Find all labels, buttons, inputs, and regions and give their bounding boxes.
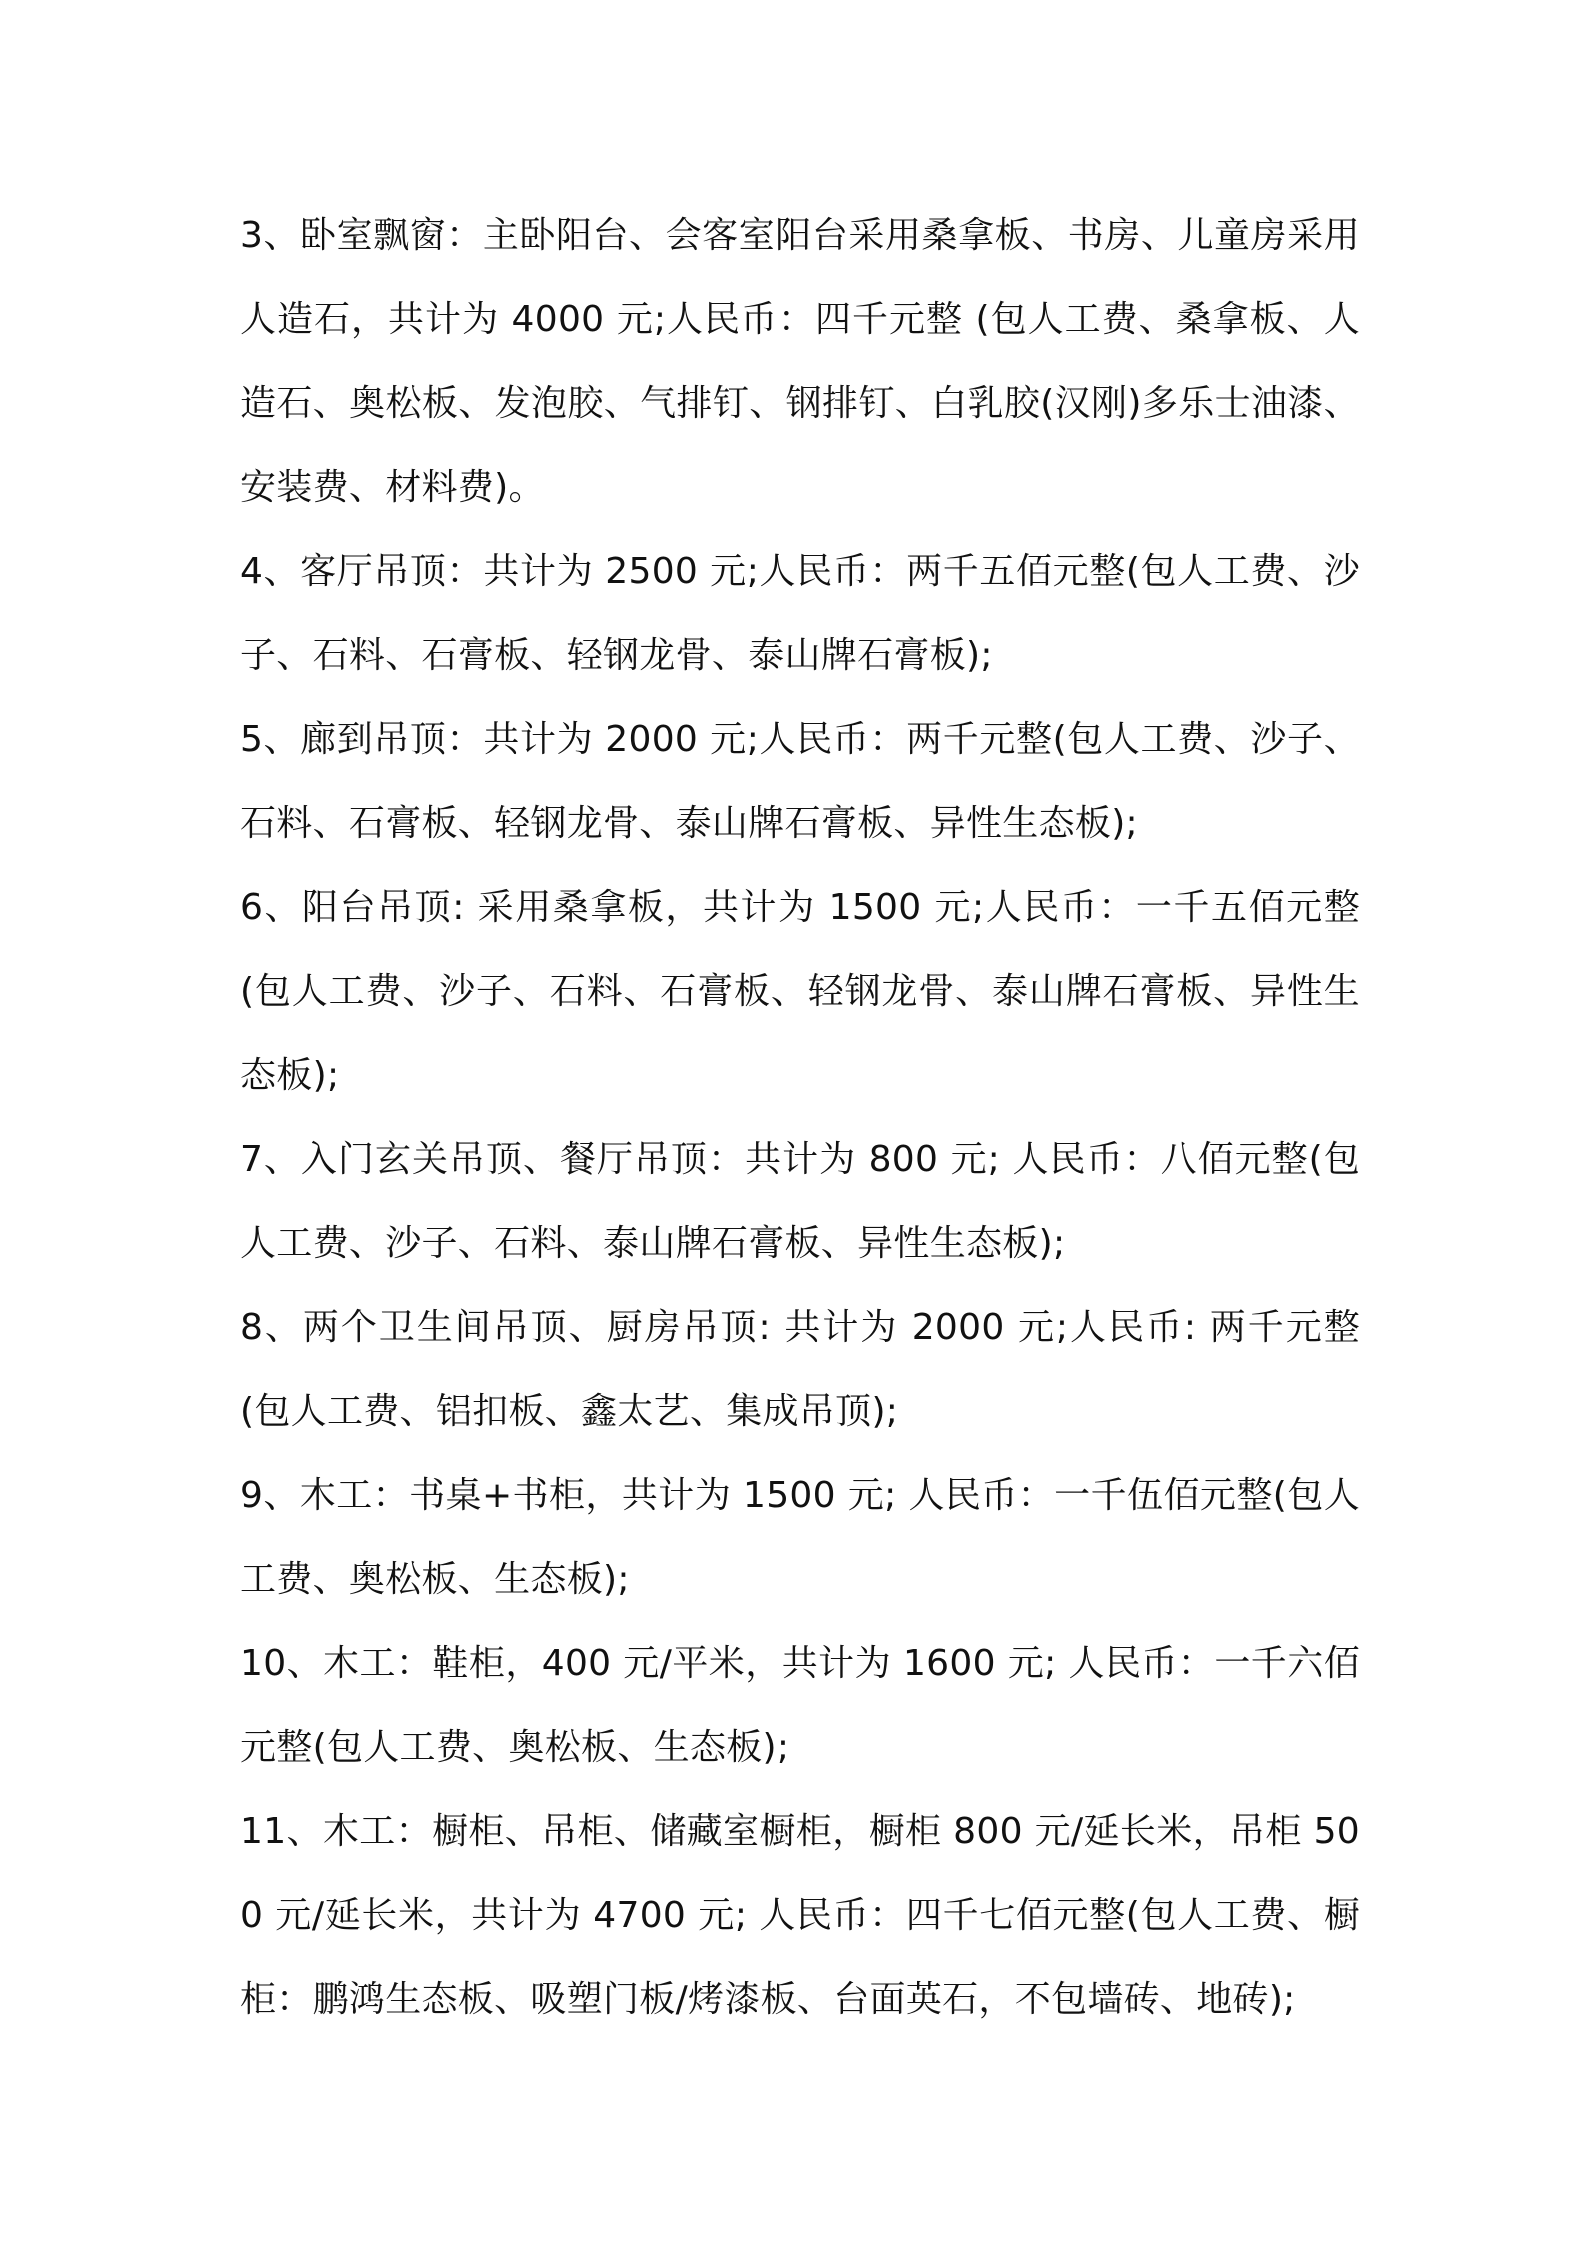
paragraph-item-7: 7、入门玄关吊顶、餐厅吊顶：共计为 800 元; 人民币：八佰元整(包人工费、沙子、石料、泰山牌石膏板、异性生态板); [240,1139,1360,1264]
paragraph-item-4: 4、客厅吊顶：共计为 2500 元;人民币：两千五佰元整(包人工费、沙子、石料、石膏板、轻钢龙骨、泰山牌石膏板); [240,551,1360,676]
paragraph-item-5: 5、廊到吊顶：共计为 2000 元;人民币：两千元整(包人工费、沙子、石料、石膏板、轻钢龙骨、泰山牌石膏板、异性生态板); [240,719,1360,844]
paragraph-item-3: 3、卧室飘窗：主卧阳台、会客室阳台采用桑拿板、书房、儿童房采用人造石，共计为 4000 元;人民币：四千元整 (包人工费、桑拿板、人造石、奥松板、发泡胶、气排钉、钢排钉、白乳胶(汉刚)多乐士油漆、安装费、材料费)。 [240,215,1360,508]
paragraph-item-11: 11、木工：橱柜、吊柜、储藏室橱柜，橱柜 800 元/延长米，吊柜 500 元/延长米，共计为 4700 元; 人民币：四千七佰元整(包人工费、橱柜：鹏鸿生态板、吸塑门板/烤漆板、台面英石，不包墙砖、地砖); [240,1811,1360,2020]
document-body [240,194,1360,2042]
paragraph-item-10: 10、木工：鞋柜，400 元/平米，共计为 1600 元; 人民币：一千六佰元整(包人工费、奥松板、生态板); [240,1643,1360,1768]
paragraph-item-8: 8、两个卫生间吊顶、厨房吊顶: 共计为 2000 元;人民币: 两千元整(包人工费、铝扣板、鑫太艺、集成吊顶); [240,1307,1360,1432]
paragraph-item-9: 9、木工：书桌+书柜，共计为 1500 元; 人民币：一千伍佰元整(包人工费、奥松板、生态板); [240,1475,1360,1600]
paragraph-item-6: 6、阳台吊顶: 采用桑拿板，共计为 1500 元;人民币：一千五佰元整(包人工费、沙子、石料、石膏板、轻钢龙骨、泰山牌石膏板、异性生态板); [240,887,1360,1096]
